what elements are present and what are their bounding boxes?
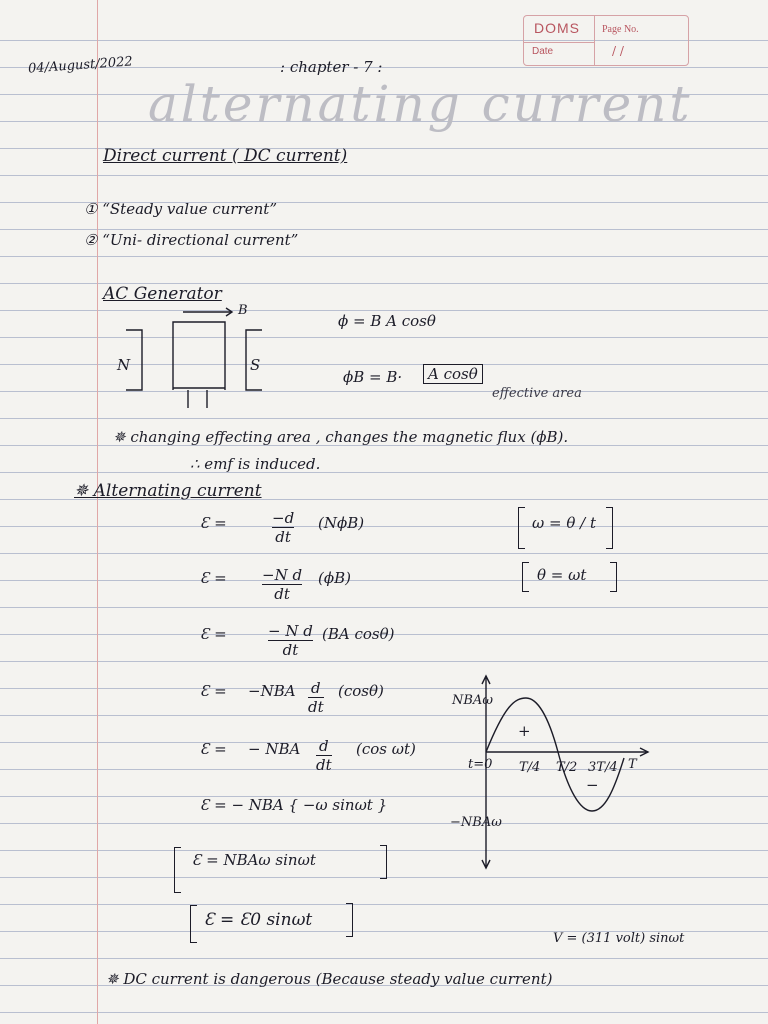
eq2-numerator: −N d xyxy=(262,566,303,584)
s-pole-label: S xyxy=(250,356,261,374)
date-label: Date xyxy=(532,46,554,57)
brand-logo: DOMS xyxy=(534,20,580,36)
graph-minus: − xyxy=(586,776,599,794)
eq4-pre: −NBA xyxy=(248,682,296,700)
flux-b-boxed: A cosθ xyxy=(423,364,483,384)
eq8: Ɛ = Ɛ0 sinωt xyxy=(204,910,313,930)
eq4-numerator: d xyxy=(311,679,321,697)
graph-tick-t: T xyxy=(628,757,637,772)
graph-plus: + xyxy=(518,722,531,740)
eq3-denominator: dt xyxy=(282,641,299,660)
eq1-rhs: (NϕB) xyxy=(318,514,365,532)
eq5-rhs: (cos ωt) xyxy=(356,740,416,758)
eq4-denominator: dt xyxy=(308,698,324,717)
page-title: alternating current xyxy=(148,75,693,133)
eq3-lhs: Ɛ = xyxy=(200,625,227,643)
eq3-numerator: − N d xyxy=(268,622,313,640)
eq3-rhs: (BA cosθ) xyxy=(322,625,395,643)
effective-area-note: effective area xyxy=(492,386,582,401)
date-slashes: / / xyxy=(612,44,624,58)
voltage-note: V = (311 volt) sinωt xyxy=(553,931,685,946)
graph-y-top: NBAω xyxy=(452,693,493,708)
flux-equation: ϕ = B A cosθ xyxy=(338,312,436,330)
dc-point-1: ① “Steady value current” xyxy=(84,200,278,218)
eq1-numerator: −d xyxy=(272,509,295,527)
flux-b-lhs: ϕB = B· xyxy=(343,368,403,386)
eq2-denominator: dt xyxy=(274,585,290,604)
ac-generator-heading: AC Generator xyxy=(103,284,222,304)
b-field-label: B xyxy=(238,303,248,318)
graph-y-bottom: −NBAω xyxy=(450,815,502,830)
graph-tick-t2: T/2 xyxy=(556,760,578,775)
emf-note: ∴ emf is induced. xyxy=(190,455,321,473)
date-text: 04/August/2022 xyxy=(27,54,134,77)
eq6: Ɛ = − NBA { −ω sinωt } xyxy=(200,796,388,814)
graph-tick-t4: T/4 xyxy=(519,760,541,775)
eq1-lhs: Ɛ = xyxy=(200,514,227,532)
graph-origin: t=0 xyxy=(468,757,493,772)
eq5-lhs: Ɛ = xyxy=(200,740,227,758)
ac-heading: ✵ Alternating current xyxy=(74,481,262,501)
sine-curve xyxy=(486,698,624,811)
eq4-lhs: Ɛ = xyxy=(200,682,227,700)
eq4-rhs: (cosθ) xyxy=(338,682,384,700)
dc-point-2: ② “Uni- directional current” xyxy=(84,231,299,249)
dc-heading: Direct current ( DC current) xyxy=(103,146,348,166)
side-theta: θ = ωt xyxy=(537,566,587,584)
eq1-denominator: dt xyxy=(275,528,291,547)
page-no-label: Page No. xyxy=(602,24,639,35)
eq2-rhs: (ϕB) xyxy=(318,569,351,587)
side-omega: ω = θ / t xyxy=(532,514,596,532)
eq5-pre: − NBA xyxy=(248,740,301,758)
eq5-numerator: d xyxy=(319,737,329,755)
graph-tick-3t4: 3T/4 xyxy=(588,760,618,775)
dc-danger-note: ✵ DC current is dangerous (Because steady value current) xyxy=(106,970,553,988)
eq7: Ɛ = NBAω sinωt xyxy=(192,851,316,869)
changing-note: ✵ changing effecting area , changes the magnetic flux (ϕB). xyxy=(113,428,569,446)
eq2-lhs: Ɛ = xyxy=(200,569,227,587)
n-pole-label: N xyxy=(117,356,131,374)
eq5-denominator: dt xyxy=(316,756,332,775)
chapter-label: : chapter - 7 : xyxy=(280,58,383,76)
